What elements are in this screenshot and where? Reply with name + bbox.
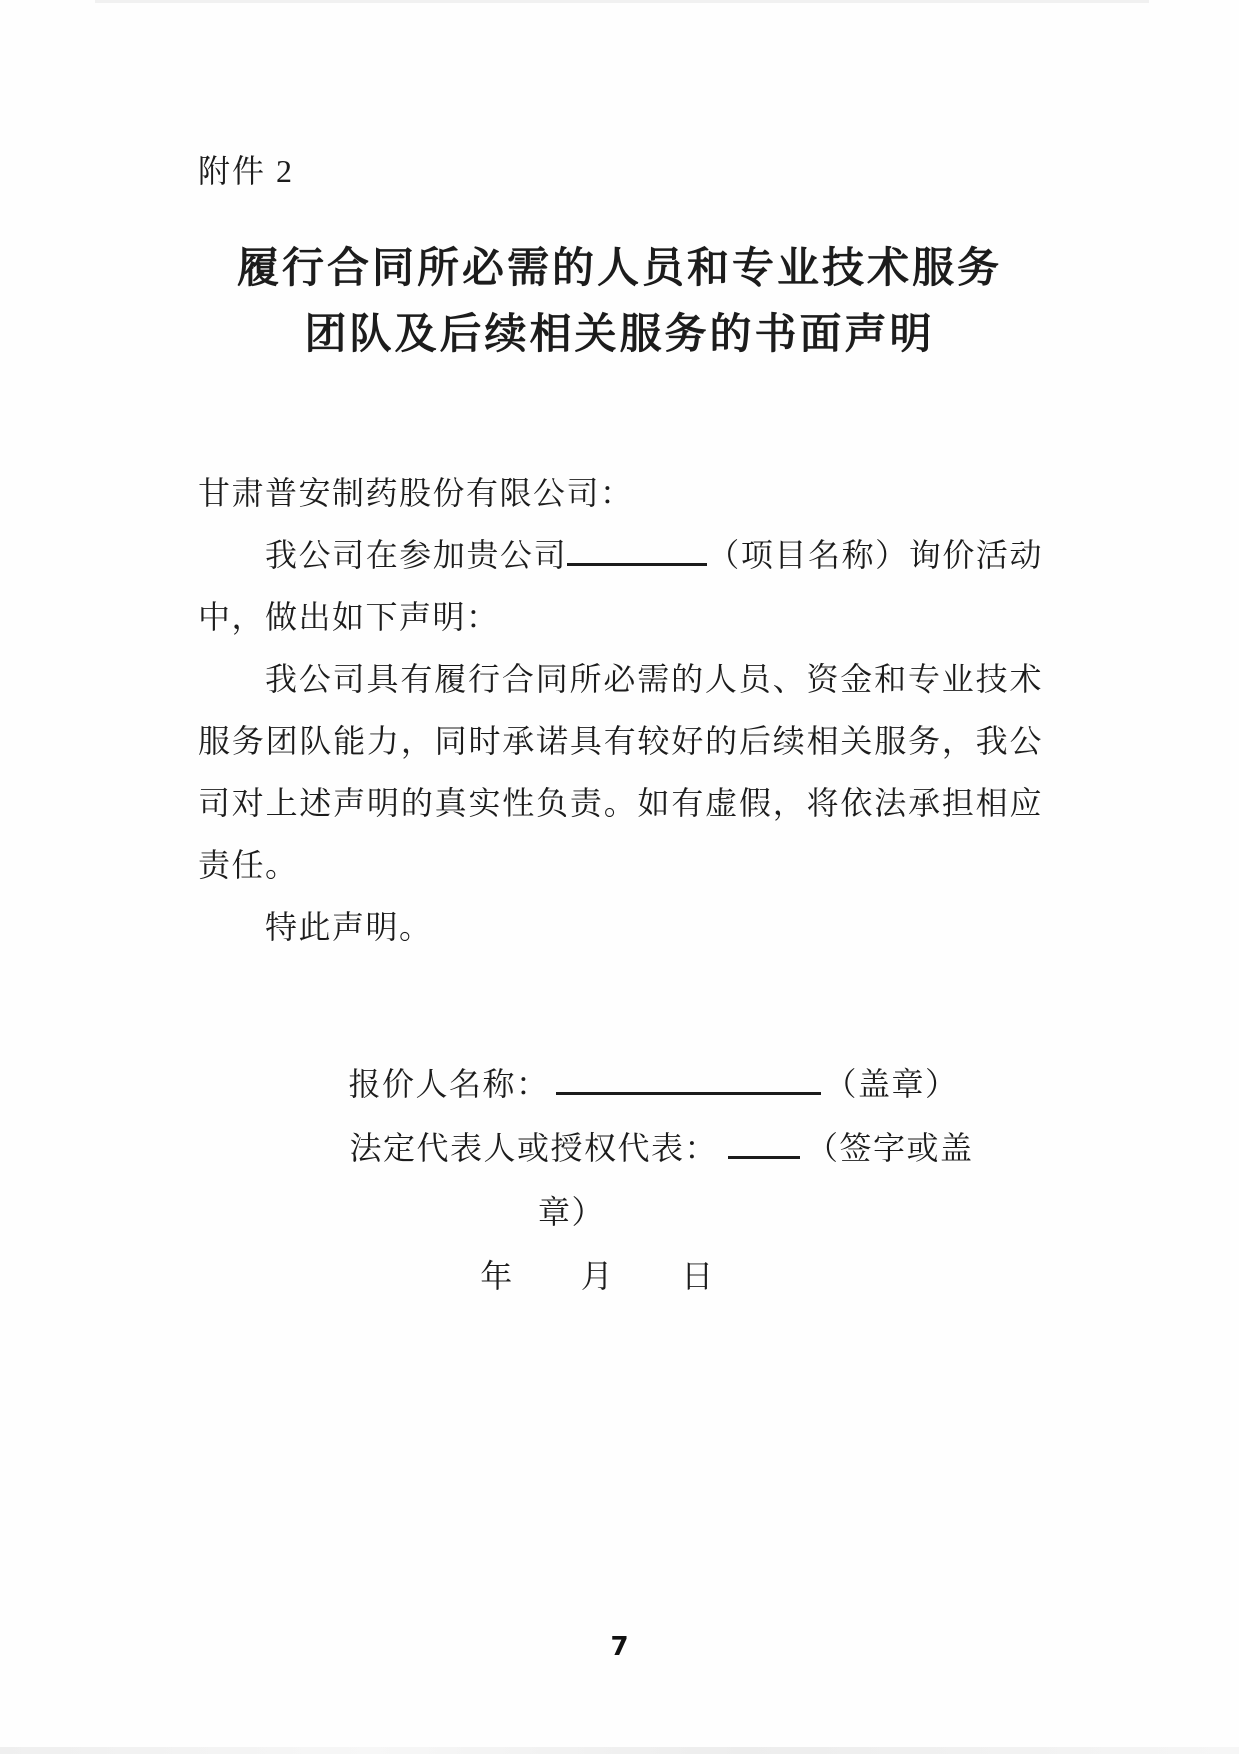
page-number: 7 (610, 1632, 629, 1662)
document-title-line2: 团队及后续相关服务的书面声明 (304, 312, 935, 358)
bidder-name-blank-line (556, 1062, 821, 1095)
scan-artifact-bottom-edge (0, 1747, 1239, 1754)
representative-label: 法定代表人或授权代表： (349, 1130, 718, 1166)
salutation: 甘肃普安制药股份有限公司： (198, 475, 634, 511)
project-name-blank-line (567, 533, 707, 566)
representative-note-line1: （签字或盖 (806, 1130, 974, 1166)
representative-blank-line (728, 1126, 800, 1159)
document-title (0, 236, 1239, 368)
bidder-seal-note: （盖章） (824, 1066, 959, 1102)
paragraph-declaration: 我公司具有履行合同所必需的人员、资金和专业技术服务团队能力，同时承诺具有较好的后续相关服务，我公司对上述声明的真实性负责。如有虚假，将依法承担相应责任。 (198, 661, 1043, 883)
paragraph-project-after-blank: （项目名称）询价活动中，做出如下声明： (198, 537, 1043, 635)
date-line: 年 月 日 (480, 1258, 715, 1294)
paragraph-project (198, 524, 1043, 648)
signature-representative-line (42, 1116, 1239, 1180)
document-title-line1: 履行合同所必需的人员和专业技术服务 (236, 246, 1002, 292)
signature-block (0, 1052, 1239, 1308)
paragraph-project-before-blank: 我公司在参加贵公司 (265, 537, 568, 573)
scan-artifact-top-edge (95, 0, 1149, 3)
bidder-name-label: 报价人名称： (348, 1066, 550, 1102)
representative-note-line2: 章） (537, 1194, 605, 1230)
document-body (198, 462, 1043, 958)
paragraph-closing: 特此声明。 (265, 909, 433, 945)
attachment-label: 附件 2 (198, 153, 295, 189)
signature-bidder-line (34, 1052, 1239, 1116)
